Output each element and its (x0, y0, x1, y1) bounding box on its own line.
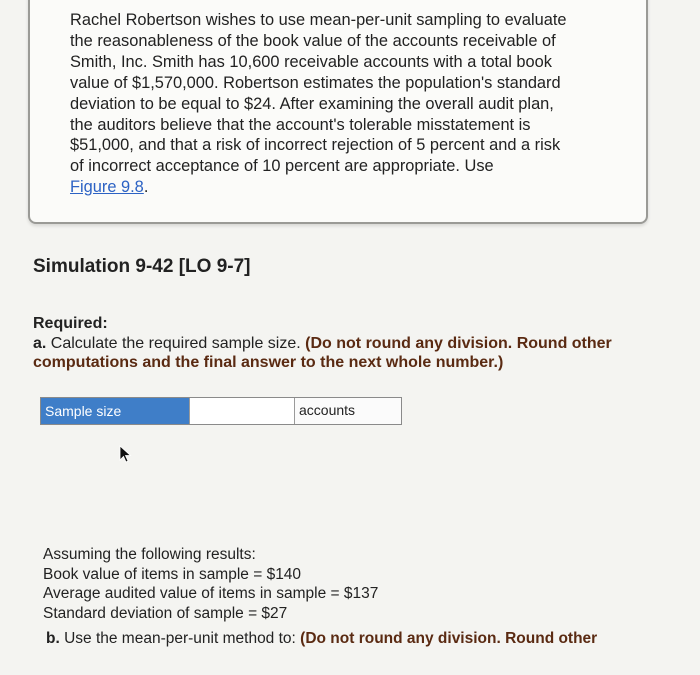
results-section (43, 545, 683, 623)
required-label: Required: (33, 315, 108, 332)
problem-line: Rachel Robertson wishes to use mean-per-unit sampling to evaluate (70, 11, 567, 29)
sample-size-unit: accounts (295, 398, 401, 424)
sample-size-row (40, 397, 402, 425)
problem-line (70, 177, 615, 198)
part-b-prefix: b. (46, 630, 60, 647)
results-line: Standard deviation of sample = $27 (43, 604, 288, 622)
problem-line: deviation to be equal to $24. After examining the overall audit plan, (70, 94, 554, 113)
part-b-instruction: (Do not round any division. Round other (300, 630, 598, 647)
simulation-title: Simulation 9-42 [LO 9-7] (33, 256, 251, 277)
mouse-cursor-icon (119, 445, 133, 463)
results-line: Average audited value of items in sample = $137 (43, 585, 379, 602)
problem-line: the reasonableness of the book value of the accounts receivable of (70, 31, 556, 50)
problem-line: the auditors believe that the account's tolerable misstatement is (70, 115, 531, 134)
figure-suffix: . (143, 178, 149, 197)
problem-line: value of $1,570,000. Robertson estimates the population's standard (70, 73, 561, 92)
part-a-prefix: a. (33, 334, 47, 352)
required-section (33, 314, 673, 373)
problem-line: of incorrect acceptance of 10 percent are appropriate. Use (70, 157, 494, 176)
results-intro: Assuming the following results: (43, 546, 256, 563)
figure-link[interactable]: Figure 9.8 (70, 178, 144, 197)
problem-line: Smith, Inc. Smith has 10,600 receivable accounts with a total book (70, 52, 552, 71)
part-b-text: Use the mean-per-unit method to: (59, 630, 301, 647)
problem-line: $51,000, and that a risk of incorrect rejection of 5 percent and a risk (70, 136, 561, 155)
sample-size-label: Sample size (41, 398, 189, 424)
part-a-question (33, 335, 612, 372)
part-b-question (46, 630, 696, 648)
sample-size-input[interactable] (189, 398, 295, 424)
part-a-text: Calculate the required sample size. (46, 334, 306, 352)
problem-statement (70, 10, 615, 198)
results-line: Book value of items in sample = $140 (43, 565, 302, 583)
part-a-instruction: (Do not round any division. Round other computations and the final answer to the next whole number.) (33, 334, 612, 371)
